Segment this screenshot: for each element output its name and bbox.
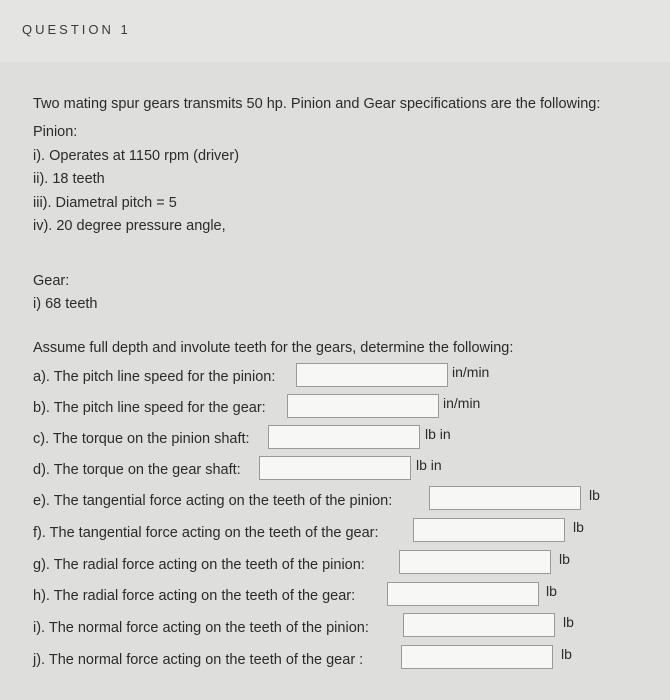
- part-j-unit: lb: [561, 646, 572, 662]
- part-e-answer-input[interactable]: [429, 486, 581, 510]
- gear-spec: i) 68 teeth: [33, 296, 98, 312]
- part-c-label: c). The torque on the pinion shaft:: [33, 431, 250, 447]
- question-header: [0, 0, 670, 63]
- part-g-label: g). The radial force acting on the teeth of the pinion:: [33, 557, 365, 573]
- gear-label: Gear:: [33, 273, 70, 289]
- part-f-unit: lb: [573, 519, 584, 535]
- part-i-answer-input[interactable]: [403, 613, 555, 637]
- part-b-answer-input[interactable]: [287, 394, 439, 418]
- pinion-spec: ii). 18 teeth: [33, 171, 105, 187]
- part-d-answer-input[interactable]: [259, 456, 411, 480]
- pinion-spec: iii). Diametral pitch = 5: [33, 195, 177, 211]
- pinion-spec: iv). 20 degree pressure angle,: [33, 218, 226, 234]
- part-i-label: i). The normal force acting on the teeth of the pinion:: [33, 620, 369, 636]
- part-g-answer-input[interactable]: [399, 550, 551, 574]
- part-e-label: e). The tangential force acting on the teeth of the pinion:: [33, 493, 393, 509]
- part-d-unit: lb in: [416, 457, 442, 473]
- part-f-label: f). The tangential force acting on the teeth of the gear:: [33, 525, 379, 541]
- problem-intro: Two mating spur gears transmits 50 hp. Pinion and Gear specifications are the following:: [33, 96, 601, 112]
- part-d-label: d). The torque on the gear shaft:: [33, 462, 241, 478]
- part-a-label: a). The pitch line speed for the pinion:: [33, 369, 276, 385]
- part-i-unit: lb: [563, 614, 574, 630]
- part-c-unit: lb in: [425, 426, 451, 442]
- part-e-unit: lb: [589, 487, 600, 503]
- pinion-label: Pinion:: [33, 124, 78, 140]
- part-a-answer-input[interactable]: [296, 363, 448, 387]
- part-f-answer-input[interactable]: [413, 518, 565, 542]
- question-title: QUESTION 1: [22, 22, 131, 37]
- part-c-answer-input[interactable]: [268, 425, 420, 449]
- part-j-label: j). The normal force acting on the teeth of the gear :: [33, 652, 364, 668]
- part-h-unit: lb: [546, 583, 557, 599]
- assumption-text: Assume full depth and involute teeth for the gears, determine the following:: [33, 340, 514, 356]
- pinion-spec: i). Operates at 1150 rpm (driver): [33, 148, 240, 164]
- part-b-label: b). The pitch line speed for the gear:: [33, 400, 266, 416]
- part-g-unit: lb: [559, 551, 570, 567]
- part-j-answer-input[interactable]: [401, 645, 553, 669]
- part-h-label: h). The radial force acting on the teeth of the gear:: [33, 588, 356, 604]
- part-h-answer-input[interactable]: [387, 582, 539, 606]
- part-a-unit: in/min: [452, 364, 490, 380]
- part-b-unit: in/min: [443, 395, 481, 411]
